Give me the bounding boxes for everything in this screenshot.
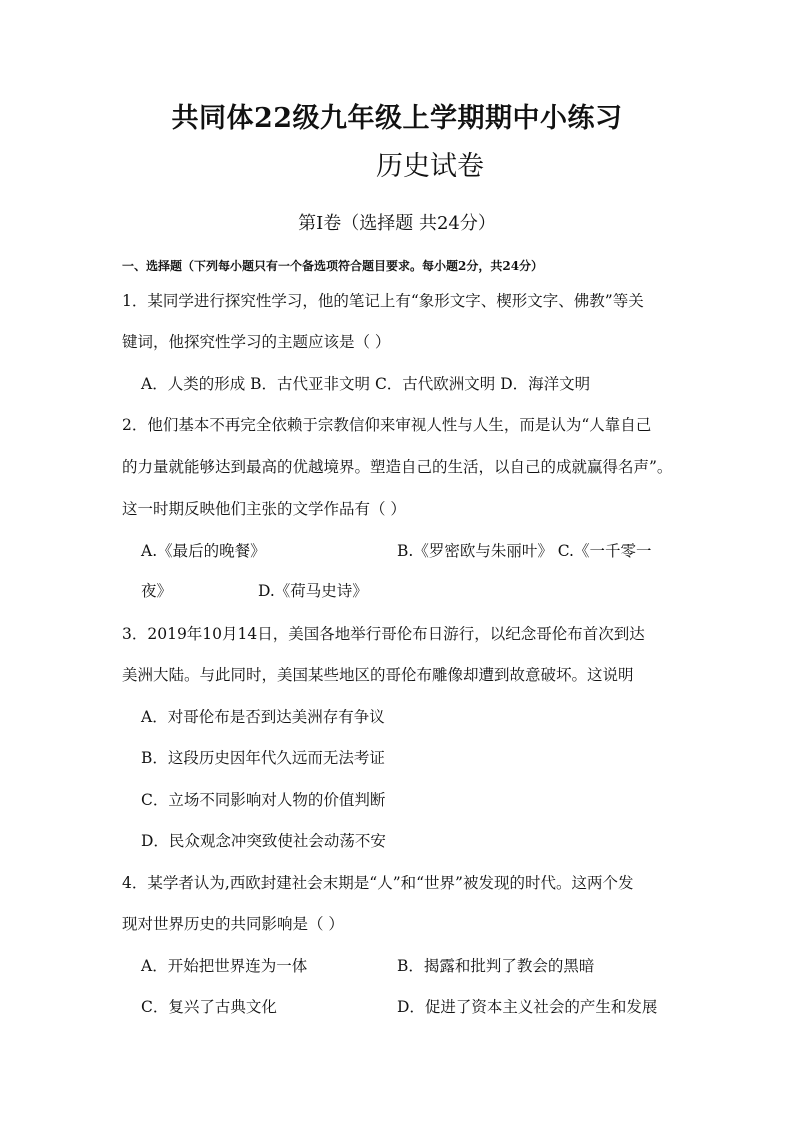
exam-subtitle: 历史试卷 — [376, 151, 484, 182]
question-2-line-3: 这一时期反映他们主张的文学作品有（ ） — [122, 500, 406, 518]
section-instructions: 一、选择题（下列每小题只有一个备选项符合题目要求。每小题2分，共24分） — [122, 259, 544, 273]
question-3-line-2: 美洲大陆。与此同时，美国某些地区的哥伦布雕像却遭到故意破坏。这说明 — [122, 666, 634, 684]
question-4-line-2: 现对世界历史的共同影响是（ ） — [122, 915, 344, 933]
exam-title: 共同体22级九年级上学期期中小练习 — [171, 103, 623, 134]
question-3-option-a: A．对哥伦布是否到达美洲存有争议 — [141, 708, 385, 726]
question-4-option-a: A．开始把世界连为一体 — [141, 957, 308, 975]
question-1-line-2: 键词，他探究性学习的主题应该是（ ） — [122, 333, 391, 351]
question-3-option-b: B．这段历史因年代久远而无法考证 — [141, 749, 385, 767]
question-1-line-1: 1．某同学进行探究性学习，他的笔记上有“象形文字、楔形文字、佛教”等关 — [122, 292, 644, 310]
question-4-option-c: C．复兴了古典文化 — [141, 998, 277, 1016]
question-2-line-2: 的力量就能够达到最高的优越境界。塑造自己的生活，以自己的成就赢得名声”。 — [122, 458, 673, 476]
question-3-option-d: D．民众观念冲突致使社会动荡不安 — [141, 832, 386, 850]
question-2-option-c-cont: 夜》 — [141, 582, 173, 600]
question-3-line-1: 3．2019年10月14日，美国各地举行哥伦布日游行，以纪念哥伦布首次到达 — [122, 625, 645, 643]
question-1-options: A．人类的形成 B．古代亚非文明 C．古代欧洲文明 D．海洋文明 — [141, 375, 591, 393]
question-2-option-d: D.《荷马史诗》 — [258, 582, 368, 600]
section-heading: 第Ⅰ卷（选择题 共24分） — [298, 213, 496, 234]
question-4-line-1: 4．某学者认为,西欧封建社会末期是“人”和“世界”被发现的时代。这两个发 — [122, 874, 634, 892]
question-2-option-b-c: B.《罗密欧与朱丽叶》 C.《一千零一 — [397, 542, 652, 560]
question-3-option-c: C．立场不同影响对人物的价值判断 — [141, 791, 386, 809]
question-4-option-b: B．揭露和批判了教会的黑暗 — [397, 957, 595, 975]
question-2-option-a: A.《最后的晚餐》 — [141, 542, 266, 560]
question-2-line-1: 2．他们基本不再完全依赖于宗教信仰来审视人性与人生，而是认为“人靠自己 — [122, 416, 652, 434]
question-4-option-d: D．促进了资本主义社会的产生和发展 — [397, 998, 658, 1016]
